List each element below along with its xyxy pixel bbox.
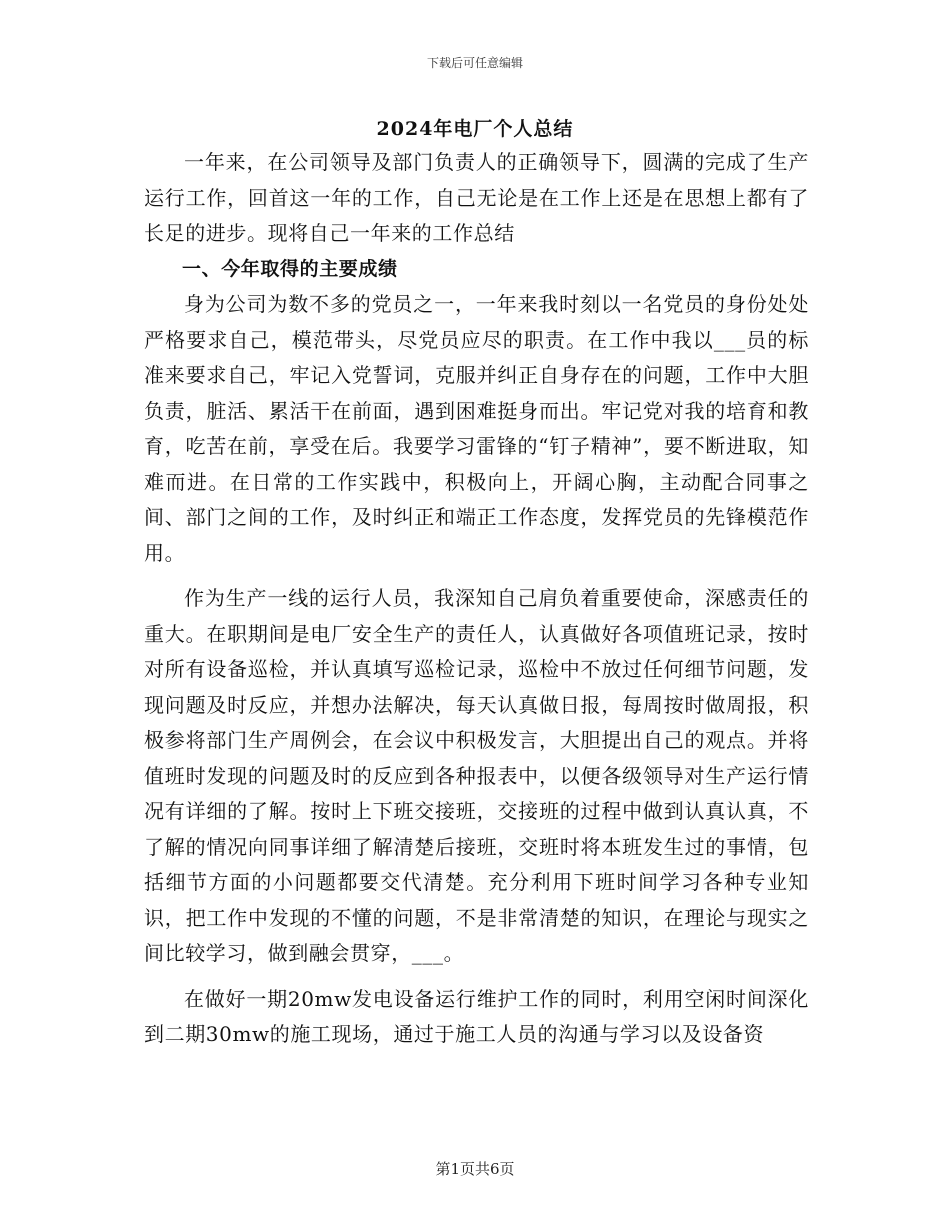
- paragraph-equipment: 在做好一期20mw发电设备运行维护工作的同时，利用空闲时间深化到二期30mw的施工现场，通过于施工人员的沟通与学习以及设备资: [144, 986, 809, 1046]
- header-note: 下载后可任意编辑: [426, 56, 523, 70]
- document-body: [144, 145, 809, 1053]
- paragraph-party-member: 身为公司为数不多的党员之一，一年来我时刻以一名党员的身份处处严格要求自己，模范带头，尽党员应尽的职责。在工作中我以___员的标准来要求自己，牢记入党誓词，克服并纠正自身存在的问题，工作中大胆负责，脏活、累活干在前面，遇到困难挺身而出。牢记党对我的培育和教育，吃苦在前，享受在后。我要学习雷锋的“钉子精神”，要不断进取，知难而进。在日常的工作实践中，积极向上，开阔心胸，主动配合同事之间、部门之间的工作，及时纠正和端正工作态度，发挥党员的先锋模范作用。: [144, 292, 809, 565]
- document-title: 2024年电厂个人总结: [376, 118, 574, 140]
- paragraph-operations: 作为生产一线的运行人员，我深知自己肩负着重要使命，深感责任的重大。在职期间是电厂安全生产的责任人，认真做好各项值班记录，按时对所有设备巡检，并认真填写巡检记录，巡检中不放过任何细节问题，发现问题及时反应，并想办法解决，每天认真做日报，每周按时做周报，积极参将部门生产周例会，在会议中积极发言，大胆提出自己的观点。并将值班时发现的问题及时的反应到各种报表中，以便各级领导对生产运行情况有详细的了解。按时上下班交接班，交接班的过程中做到认真认真，不了解的情况向同事详细了解清楚后接班，交班时将本班发生过的事情，包括细节方面的小问题都要交代清楚。充分利用下班时间学习各种专业知识，把工作中发现的不懂的问题，不是非常清楚的知识，在理论与现实之间比较学习，做到融会贯穿，___。: [144, 586, 809, 965]
- page-indicator: 第1页共6页: [435, 1160, 515, 1178]
- intro-paragraph: 一年来，在公司领导及部门负责人的正确领导下，圆满的完成了生产运行工作，回首这一年的工作，自己无论是在工作上还是在思想上都有了长足的进步。现将自己一年来的工作总结: [144, 150, 809, 245]
- section-heading: 一、今年取得的主要成绩: [182, 257, 398, 280]
